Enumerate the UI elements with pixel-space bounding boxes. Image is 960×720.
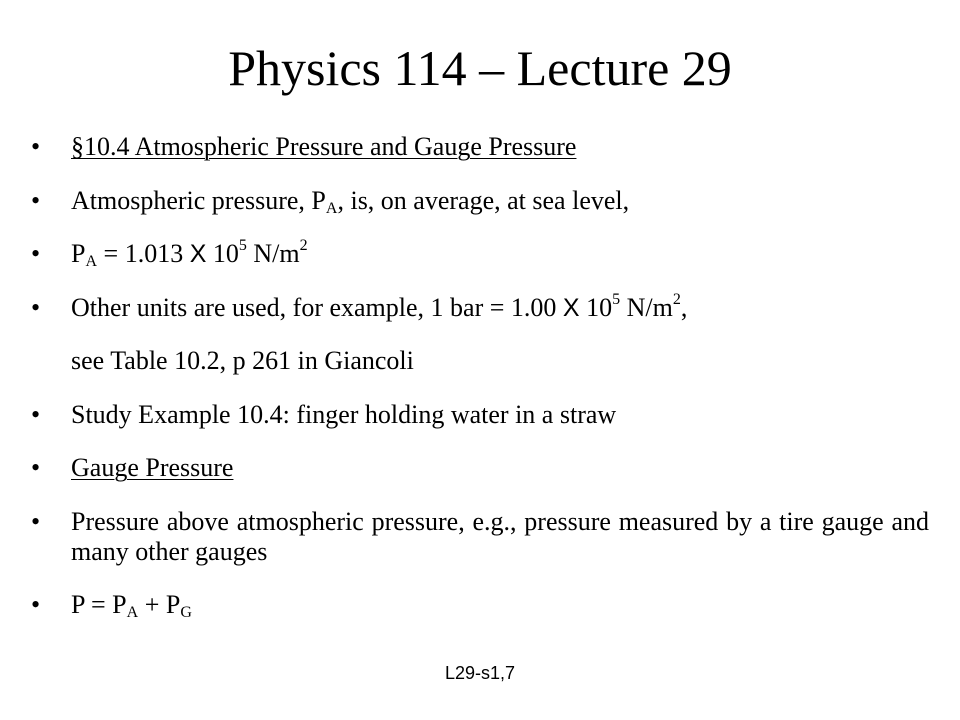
superscript: 2 bbox=[299, 237, 308, 254]
times-sign: X bbox=[189, 240, 207, 268]
superscript: 5 bbox=[612, 290, 621, 308]
bullet-icon: • bbox=[31, 590, 41, 619]
section-heading-text: §10.4 Atmospheric Pressure and Gauge Pressure bbox=[71, 132, 577, 161]
text-segment: , is, on average, at sea level, bbox=[337, 185, 630, 215]
bullet-icon: • bbox=[31, 292, 41, 322]
text-segment: Other units are used, for example, 1 bar = 1.00 bbox=[71, 292, 563, 322]
bullet-item-gauge-definition bbox=[31, 507, 929, 567]
subscript: A bbox=[126, 604, 139, 621]
continuation-line-table-ref bbox=[31, 346, 929, 376]
text-segment: = 1.013 bbox=[97, 239, 190, 268]
bullet-item-pa-value bbox=[31, 239, 929, 269]
bullet-icon: • bbox=[31, 132, 41, 161]
bullet-item-atmospheric-pressure bbox=[31, 186, 929, 216]
bullet-item-section-heading bbox=[31, 132, 929, 162]
bullet-icon: • bbox=[31, 185, 41, 215]
gauge-definition-text: Pressure above atmospheric pressure, e.g., pressure measured by a tire gauge and many other gauges bbox=[71, 506, 929, 566]
bullet-icon: • bbox=[31, 239, 41, 268]
times-sign: X bbox=[562, 293, 580, 322]
bullet-icon: • bbox=[31, 453, 41, 482]
text-segment: + P bbox=[138, 590, 181, 619]
text-segment: Atmospheric pressure, P bbox=[71, 185, 326, 215]
text-segment: P bbox=[71, 239, 86, 268]
bullet-icon: • bbox=[31, 506, 41, 536]
bullet-item-other-units bbox=[31, 290, 929, 323]
text-segment: N/m bbox=[620, 292, 673, 322]
bullet-item-study-example bbox=[31, 400, 929, 430]
bullet-item-pressure-equation bbox=[31, 590, 929, 620]
table-reference-text: see Table 10.2, p 261 in Giancoli bbox=[71, 346, 414, 375]
gauge-heading-text: Gauge Pressure bbox=[71, 453, 234, 482]
text-segment: N/m bbox=[246, 239, 300, 268]
superscript: 2 bbox=[672, 290, 681, 308]
text-segment: P = P bbox=[71, 590, 127, 619]
bullet-list bbox=[31, 132, 929, 644]
bullet-item-gauge-heading bbox=[31, 453, 929, 483]
superscript: 5 bbox=[238, 237, 247, 254]
text-segment: , bbox=[680, 292, 688, 322]
subscript: A bbox=[325, 199, 338, 217]
text-segment: 10 bbox=[579, 292, 613, 322]
subscript: A bbox=[85, 253, 98, 270]
bullet-icon: • bbox=[31, 399, 41, 429]
text-segment: 10 bbox=[206, 239, 239, 268]
subscript: G bbox=[180, 604, 192, 621]
slide-footer: L29-s1,7 bbox=[444, 663, 516, 683]
slide-title: Physics 114 – Lecture 29 bbox=[228, 40, 732, 96]
study-example-text: Study Example 10.4: finger holding water in a straw bbox=[71, 399, 617, 429]
